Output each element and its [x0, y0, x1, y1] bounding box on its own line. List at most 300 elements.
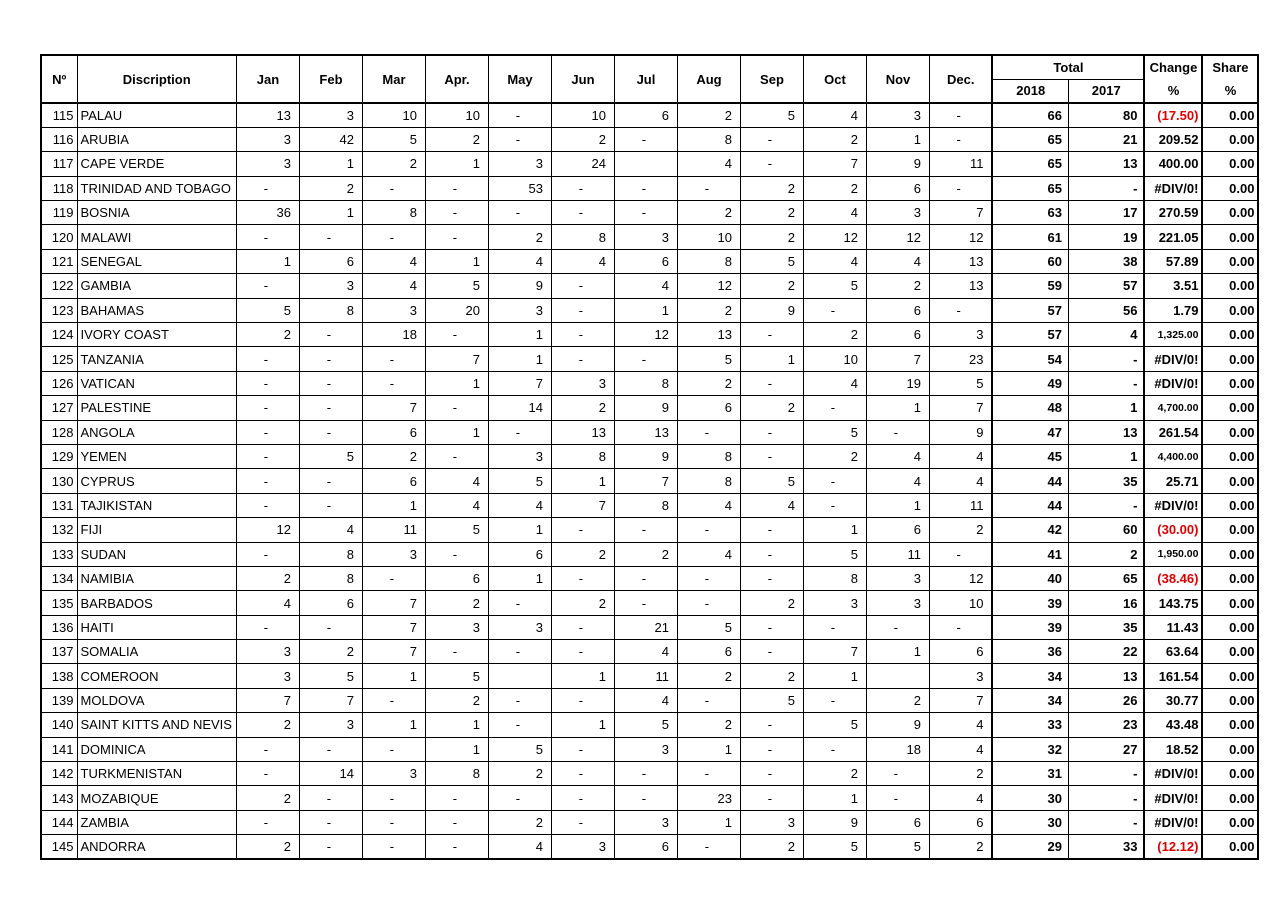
total-2017: 21: [1068, 127, 1144, 151]
row-number: 120: [41, 225, 77, 249]
month-value: 5: [740, 103, 803, 127]
month-value: 2: [551, 542, 614, 566]
month-value: 7: [929, 201, 992, 225]
month-value: 4: [866, 444, 929, 468]
table-row: [41, 323, 1258, 347]
change-percent: 270.59: [1144, 201, 1202, 225]
month-value: -: [425, 835, 488, 859]
header-change-bottom: %: [1144, 79, 1202, 103]
month-value: 2: [236, 786, 299, 810]
share-percent: 0.00: [1202, 201, 1258, 225]
month-value: 7: [236, 688, 299, 712]
month-value: -: [740, 640, 803, 664]
month-value: -: [299, 810, 362, 834]
month-value: -: [614, 176, 677, 200]
country-name: TURKMENISTAN: [77, 762, 236, 786]
month-value: -: [740, 566, 803, 590]
share-percent: 0.00: [1202, 323, 1258, 347]
month-value: -: [236, 444, 299, 468]
month-value: 2: [677, 201, 740, 225]
month-value: 5: [866, 835, 929, 859]
month-value: 53: [488, 176, 551, 200]
table-row: [41, 176, 1258, 200]
total-2018: 49: [992, 371, 1068, 395]
table-row: [41, 566, 1258, 590]
table-row: [41, 274, 1258, 298]
month-value: -: [488, 640, 551, 664]
month-value: 4: [488, 835, 551, 859]
month-value: 3: [614, 737, 677, 761]
month-value: -: [551, 737, 614, 761]
table-row: [41, 347, 1258, 371]
month-value: 3: [362, 762, 425, 786]
change-percent: 400.00: [1144, 152, 1202, 176]
month-value: -: [488, 420, 551, 444]
month-value: -: [488, 103, 551, 127]
month-value: -: [803, 615, 866, 639]
row-number: 128: [41, 420, 77, 444]
month-value: 4: [614, 688, 677, 712]
change-percent: 221.05: [1144, 225, 1202, 249]
month-value: -: [362, 225, 425, 249]
table-row: [41, 762, 1258, 786]
row-number: 129: [41, 444, 77, 468]
month-value: 2: [236, 713, 299, 737]
share-percent: 0.00: [1202, 420, 1258, 444]
share-percent: 0.00: [1202, 371, 1258, 395]
month-value: -: [425, 396, 488, 420]
month-value: -: [425, 444, 488, 468]
month-value: 4: [929, 737, 992, 761]
month-value: 1: [488, 518, 551, 542]
total-2017: 4: [1068, 323, 1144, 347]
month-value: 2: [299, 640, 362, 664]
table-row: [41, 201, 1258, 225]
header-month-jul: Jul: [614, 55, 677, 103]
header-year-2017: 2017: [1068, 79, 1144, 103]
month-value: 3: [488, 152, 551, 176]
month-value: -: [740, 737, 803, 761]
month-value: 10: [677, 225, 740, 249]
month-value: 42: [299, 127, 362, 151]
month-value: -: [740, 762, 803, 786]
table-body: [41, 103, 1258, 859]
total-2018: 36: [992, 640, 1068, 664]
country-name: CYPRUS: [77, 469, 236, 493]
total-2017: 1: [1068, 444, 1144, 468]
row-number: 122: [41, 274, 77, 298]
month-value: 2: [803, 762, 866, 786]
month-value: -: [677, 835, 740, 859]
country-name: MOLDOVA: [77, 688, 236, 712]
country-name: PALAU: [77, 103, 236, 127]
row-number: 126: [41, 371, 77, 395]
month-value: 7: [425, 347, 488, 371]
month-value: 5: [803, 713, 866, 737]
change-percent: (17.50): [1144, 103, 1202, 127]
month-value: 2: [236, 566, 299, 590]
table-row: [41, 737, 1258, 761]
total-2018: 39: [992, 591, 1068, 615]
header-total: Total: [992, 55, 1144, 79]
month-value: -: [677, 688, 740, 712]
month-value: 4: [362, 249, 425, 273]
month-value: 4: [614, 640, 677, 664]
total-2017: -: [1068, 762, 1144, 786]
month-value: -: [236, 347, 299, 371]
month-value: -: [929, 298, 992, 322]
country-name: SUDAN: [77, 542, 236, 566]
month-value: 11: [362, 518, 425, 542]
month-value: -: [614, 347, 677, 371]
row-number: 123: [41, 298, 77, 322]
month-value: 10: [803, 347, 866, 371]
month-value: 1: [677, 737, 740, 761]
month-value: 2: [488, 810, 551, 834]
month-value: -: [236, 810, 299, 834]
header-month-jan: Jan: [236, 55, 299, 103]
month-value: 7: [299, 688, 362, 712]
total-2017: -: [1068, 786, 1144, 810]
month-value: -: [803, 469, 866, 493]
month-value: [488, 664, 551, 688]
table-row: [41, 103, 1258, 127]
month-value: 2: [614, 542, 677, 566]
month-value: -: [740, 542, 803, 566]
month-value: -: [236, 493, 299, 517]
month-value: 6: [866, 810, 929, 834]
month-value: 1: [425, 152, 488, 176]
month-value: 2: [740, 225, 803, 249]
month-value: -: [803, 688, 866, 712]
month-value: -: [614, 566, 677, 590]
table-row: [41, 152, 1258, 176]
country-name: ARUBIA: [77, 127, 236, 151]
change-percent: 18.52: [1144, 737, 1202, 761]
month-value: 1: [866, 127, 929, 151]
month-value: -: [740, 786, 803, 810]
month-value: 2: [803, 444, 866, 468]
month-value: 2: [740, 396, 803, 420]
month-value: -: [488, 713, 551, 737]
month-value: 1: [425, 371, 488, 395]
month-value: 7: [929, 688, 992, 712]
month-value: 9: [866, 713, 929, 737]
month-value: 4: [803, 249, 866, 273]
total-2018: 57: [992, 298, 1068, 322]
month-value: 2: [740, 274, 803, 298]
country-name: NAMIBIA: [77, 566, 236, 590]
total-2017: -: [1068, 347, 1144, 371]
change-percent: 143.75: [1144, 591, 1202, 615]
total-2018: 61: [992, 225, 1068, 249]
month-value: -: [425, 323, 488, 347]
country-name: GAMBIA: [77, 274, 236, 298]
country-name: PALESTINE: [77, 396, 236, 420]
month-value: 6: [425, 566, 488, 590]
month-value: -: [740, 152, 803, 176]
month-value: 13: [551, 420, 614, 444]
header-year-2018: 2018: [992, 79, 1068, 103]
header-month-jun: Jun: [551, 55, 614, 103]
row-number: 137: [41, 640, 77, 664]
total-2018: 66: [992, 103, 1068, 127]
change-percent: (30.00): [1144, 518, 1202, 542]
row-number: 131: [41, 493, 77, 517]
month-value: -: [740, 420, 803, 444]
month-value: -: [929, 103, 992, 127]
table-row: [41, 298, 1258, 322]
month-value: -: [677, 566, 740, 590]
month-value: 5: [929, 371, 992, 395]
month-value: 2: [425, 127, 488, 151]
country-name: TANZANIA: [77, 347, 236, 371]
month-value: 7: [362, 615, 425, 639]
month-value: 4: [488, 493, 551, 517]
month-value: -: [551, 201, 614, 225]
month-value: 9: [803, 810, 866, 834]
month-value: 8: [299, 566, 362, 590]
change-percent: 4,400.00: [1144, 444, 1202, 468]
month-value: 1: [866, 396, 929, 420]
month-value: -: [614, 201, 677, 225]
share-percent: 0.00: [1202, 640, 1258, 664]
month-value: -: [299, 371, 362, 395]
month-value: 4: [677, 542, 740, 566]
country-name: MOZABIQUE: [77, 786, 236, 810]
month-value: 11: [929, 493, 992, 517]
month-value: 6: [299, 249, 362, 273]
table-row: [41, 493, 1258, 517]
month-value: -: [614, 518, 677, 542]
month-value: 2: [803, 127, 866, 151]
total-2018: 34: [992, 688, 1068, 712]
month-value: -: [614, 591, 677, 615]
month-value: 1: [803, 518, 866, 542]
month-value: -: [425, 201, 488, 225]
change-percent: 161.54: [1144, 664, 1202, 688]
month-value: -: [677, 420, 740, 444]
month-value: 2: [740, 176, 803, 200]
month-value: 8: [677, 444, 740, 468]
total-2017: 19: [1068, 225, 1144, 249]
total-2018: 65: [992, 176, 1068, 200]
month-value: -: [803, 493, 866, 517]
total-2018: 30: [992, 810, 1068, 834]
header-month-nov: Nov: [866, 55, 929, 103]
month-value: 6: [866, 176, 929, 200]
month-value: 12: [236, 518, 299, 542]
total-2017: 13: [1068, 152, 1144, 176]
month-value: 3: [614, 810, 677, 834]
month-value: -: [299, 786, 362, 810]
month-value: 1: [677, 810, 740, 834]
country-name: BAHAMAS: [77, 298, 236, 322]
header-no: Nº: [41, 55, 77, 103]
month-value: 4: [677, 493, 740, 517]
month-value: -: [236, 396, 299, 420]
country-name: SENEGAL: [77, 249, 236, 273]
month-value: 5: [740, 688, 803, 712]
change-percent: #DIV/0!: [1144, 786, 1202, 810]
month-value: 12: [929, 225, 992, 249]
country-name: IVORY COAST: [77, 323, 236, 347]
total-2018: 65: [992, 152, 1068, 176]
month-value: 11: [614, 664, 677, 688]
month-value: 5: [488, 469, 551, 493]
share-percent: 0.00: [1202, 298, 1258, 322]
total-2018: 34: [992, 664, 1068, 688]
month-value: -: [929, 542, 992, 566]
total-2018: 47: [992, 420, 1068, 444]
month-value: -: [551, 566, 614, 590]
month-value: -: [362, 835, 425, 859]
month-value: -: [866, 615, 929, 639]
share-percent: 0.00: [1202, 737, 1258, 761]
row-number: 117: [41, 152, 77, 176]
table-row: [41, 664, 1258, 688]
change-percent: #DIV/0!: [1144, 176, 1202, 200]
month-value: 20: [425, 298, 488, 322]
month-value: -: [362, 347, 425, 371]
row-number: 125: [41, 347, 77, 371]
share-percent: 0.00: [1202, 225, 1258, 249]
month-value: -: [236, 762, 299, 786]
month-value: -: [551, 786, 614, 810]
month-value: 8: [614, 371, 677, 395]
month-value: -: [551, 615, 614, 639]
month-value: -: [488, 688, 551, 712]
change-percent: 4,700.00: [1144, 396, 1202, 420]
month-value: -: [299, 323, 362, 347]
total-2018: 44: [992, 493, 1068, 517]
month-value: 7: [551, 493, 614, 517]
month-value: 5: [488, 737, 551, 761]
change-percent: 25.71: [1144, 469, 1202, 493]
change-percent: (12.12): [1144, 835, 1202, 859]
country-name: DOMINICA: [77, 737, 236, 761]
month-value: 5: [803, 542, 866, 566]
month-value: 1: [866, 493, 929, 517]
total-2018: 39: [992, 615, 1068, 639]
month-value: -: [362, 688, 425, 712]
total-2017: 2: [1068, 542, 1144, 566]
total-2018: 59: [992, 274, 1068, 298]
header-month-aug: Aug: [677, 55, 740, 103]
total-2017: -: [1068, 810, 1144, 834]
header-month-mar: Mar: [362, 55, 425, 103]
month-value: 8: [425, 762, 488, 786]
month-value: 5: [803, 274, 866, 298]
month-value: 2: [929, 762, 992, 786]
month-value: 10: [929, 591, 992, 615]
month-value: 4: [929, 786, 992, 810]
month-value: 4: [866, 249, 929, 273]
table-row: [41, 542, 1258, 566]
total-2017: 60: [1068, 518, 1144, 542]
month-value: 2: [866, 688, 929, 712]
country-name: YEMEN: [77, 444, 236, 468]
month-value: -: [236, 371, 299, 395]
month-value: 23: [677, 786, 740, 810]
month-value: 7: [866, 347, 929, 371]
month-value: 13: [614, 420, 677, 444]
row-number: 133: [41, 542, 77, 566]
total-2018: 29: [992, 835, 1068, 859]
month-value: 1: [551, 713, 614, 737]
total-2017: 57: [1068, 274, 1144, 298]
month-value: 4: [236, 591, 299, 615]
month-value: 5: [299, 664, 362, 688]
share-percent: 0.00: [1202, 615, 1258, 639]
month-value: 4: [740, 493, 803, 517]
total-2018: 33: [992, 713, 1068, 737]
month-value: 12: [929, 566, 992, 590]
month-value: 7: [803, 152, 866, 176]
month-value: 6: [677, 396, 740, 420]
month-value: 2: [740, 664, 803, 688]
share-percent: 0.00: [1202, 591, 1258, 615]
month-value: 1: [551, 469, 614, 493]
row-number: 138: [41, 664, 77, 688]
country-name: BARBADOS: [77, 591, 236, 615]
month-value: -: [614, 762, 677, 786]
month-value: -: [362, 371, 425, 395]
table-row: [41, 396, 1258, 420]
total-2017: 23: [1068, 713, 1144, 737]
country-name: SAINT KITTS AND NEVIS: [77, 713, 236, 737]
header-share-top: Share: [1202, 55, 1258, 79]
row-number: 115: [41, 103, 77, 127]
change-percent: 30.77: [1144, 688, 1202, 712]
month-value: -: [866, 420, 929, 444]
month-value: -: [740, 323, 803, 347]
month-value: 1: [425, 420, 488, 444]
table-row: [41, 713, 1258, 737]
total-2018: 63: [992, 201, 1068, 225]
month-value: -: [299, 737, 362, 761]
month-value: 4: [614, 274, 677, 298]
month-value: 11: [929, 152, 992, 176]
month-value: [614, 152, 677, 176]
month-value: 9: [614, 444, 677, 468]
header-change-top: Change: [1144, 55, 1202, 79]
month-value: 3: [488, 444, 551, 468]
month-value: -: [551, 640, 614, 664]
total-2018: 44: [992, 469, 1068, 493]
change-percent: #DIV/0!: [1144, 493, 1202, 517]
header-month-oct: Oct: [803, 55, 866, 103]
month-value: 7: [929, 396, 992, 420]
month-value: 3: [929, 323, 992, 347]
month-value: 21: [614, 615, 677, 639]
month-value: -: [866, 762, 929, 786]
month-value: -: [740, 127, 803, 151]
row-number: 132: [41, 518, 77, 542]
row-number: 140: [41, 713, 77, 737]
table-row: [41, 225, 1258, 249]
total-2017: 35: [1068, 469, 1144, 493]
month-value: -: [677, 176, 740, 200]
month-value: -: [740, 444, 803, 468]
change-percent: 209.52: [1144, 127, 1202, 151]
table-row: [41, 640, 1258, 664]
month-value: -: [299, 225, 362, 249]
month-value: 18: [362, 323, 425, 347]
month-value: 1: [488, 323, 551, 347]
month-value: -: [551, 688, 614, 712]
table-row: [41, 810, 1258, 834]
